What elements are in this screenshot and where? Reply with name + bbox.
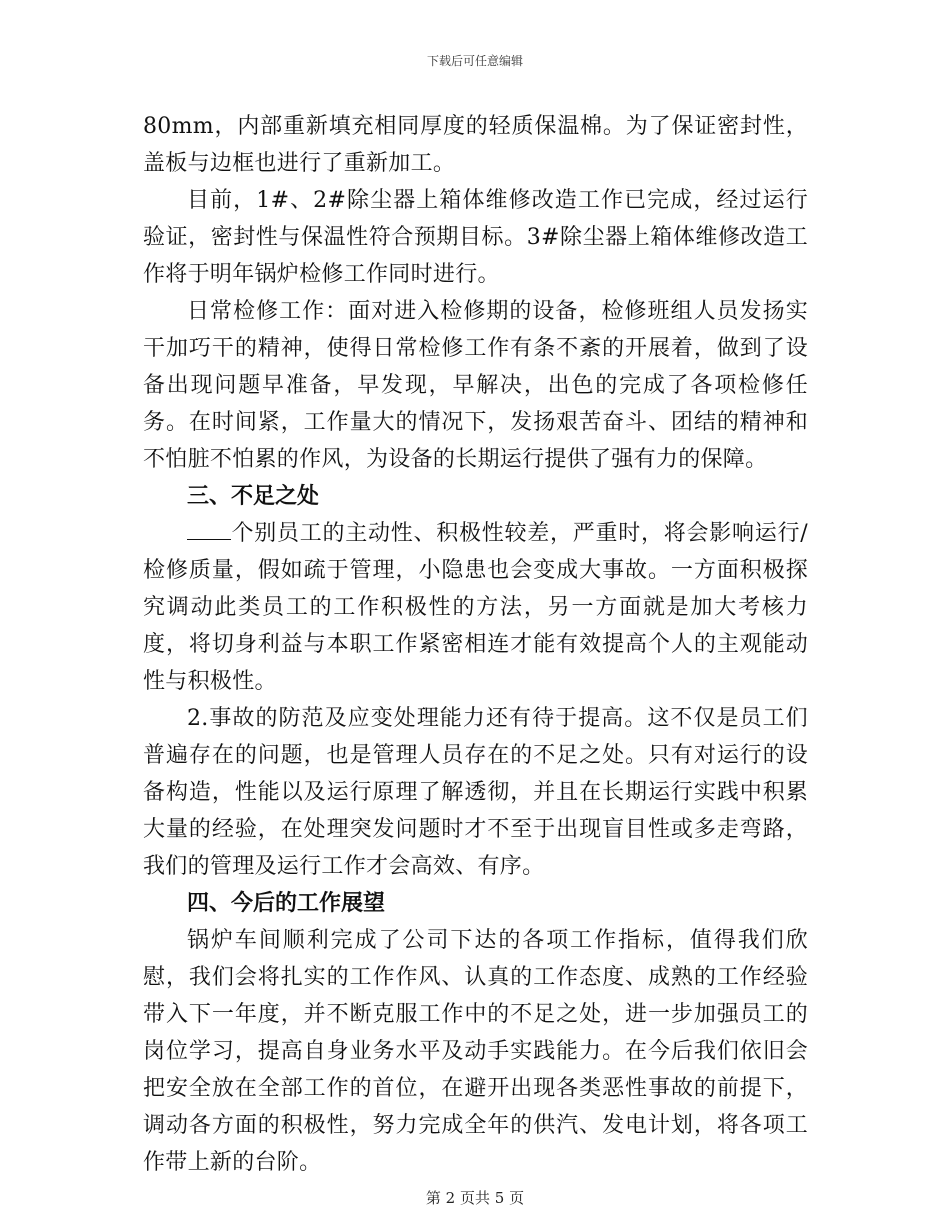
fill-blank (187, 538, 231, 540)
paragraph-text: 个别员工的主动性、积极性较差，严重时，将会影响运行/检修质量，假如疏于管理，小隐患也会变成大事故。一方面积极探究调动此类员工的工作积极性的方法，另一方面就是加大考核力度，将切身利益与本职工作紧密相连才能有效提高个人的主观能动性与积极性。 (143, 521, 808, 694)
page-footer: 第 2 页共 5 页 (425, 1189, 525, 1207)
paragraph: 锅炉车间顺利完成了公司下达的各项工作指标，值得我们欣慰，我们会将扎实的工作作风、认真的工作态度、成熟的工作经验带入下一年度，并不断克服工作中的不足之处，进一步加强员工的岗位学习，提高自身业务水平及动手实践能力。在今后我们依旧会把安全放在全部工作的首位，在避开出现各类恶性事故的前提下，调动各方面的积极性，努力完成全年的供汽、发电计划，将各项工作带上新的台阶。 (143, 928, 808, 1175)
document-body (143, 108, 808, 1181)
page-header: 下载后可任意编辑 (426, 54, 523, 68)
section-heading: 四、今后的工作展望 (187, 890, 386, 916)
paragraph (143, 515, 808, 700)
section-heading: 三、不足之处 (187, 483, 320, 509)
paragraph: 2.事故的防范及应变处理能力还有待于提高。这不仅是员工们普遍存在的问题，也是管理人员存在的不足之处。只有对运行的设备构造，性能以及运行原理了解透彻，并且在长期运行实践中积累大量的经验，在处理突发问题时才不至于出现盲目性或多走弯路，我们的管理及运行工作才会高效、有序。 (143, 706, 808, 879)
paragraph: 80mm，内部重新填充相同厚度的轻质保温棉。为了保证密封性，盖板与边框也进行了重新加工。 (143, 114, 808, 176)
paragraph: 日常检修工作：面对进入检修期的设备，检修班组人员发扬实干加巧干的精神，使得日常检修工作有条不紊的开展着，做到了设备出现问题早准备，早发现，早解决，出色的完成了各项检修任务。在时间紧，工作量大的情况下，发扬艰苦奋斗、团结的精神和不怕脏不怕累的作风，为设备的长期运行提供了强有力的保障。 (143, 299, 808, 472)
paragraph: 目前，1#、2#除尘器上箱体维修改造工作已完成，经过运行验证，密封性与保温性符合预期目标。3#除尘器上箱体维修改造工作将于明年锅炉检修工作同时进行。 (143, 188, 808, 287)
